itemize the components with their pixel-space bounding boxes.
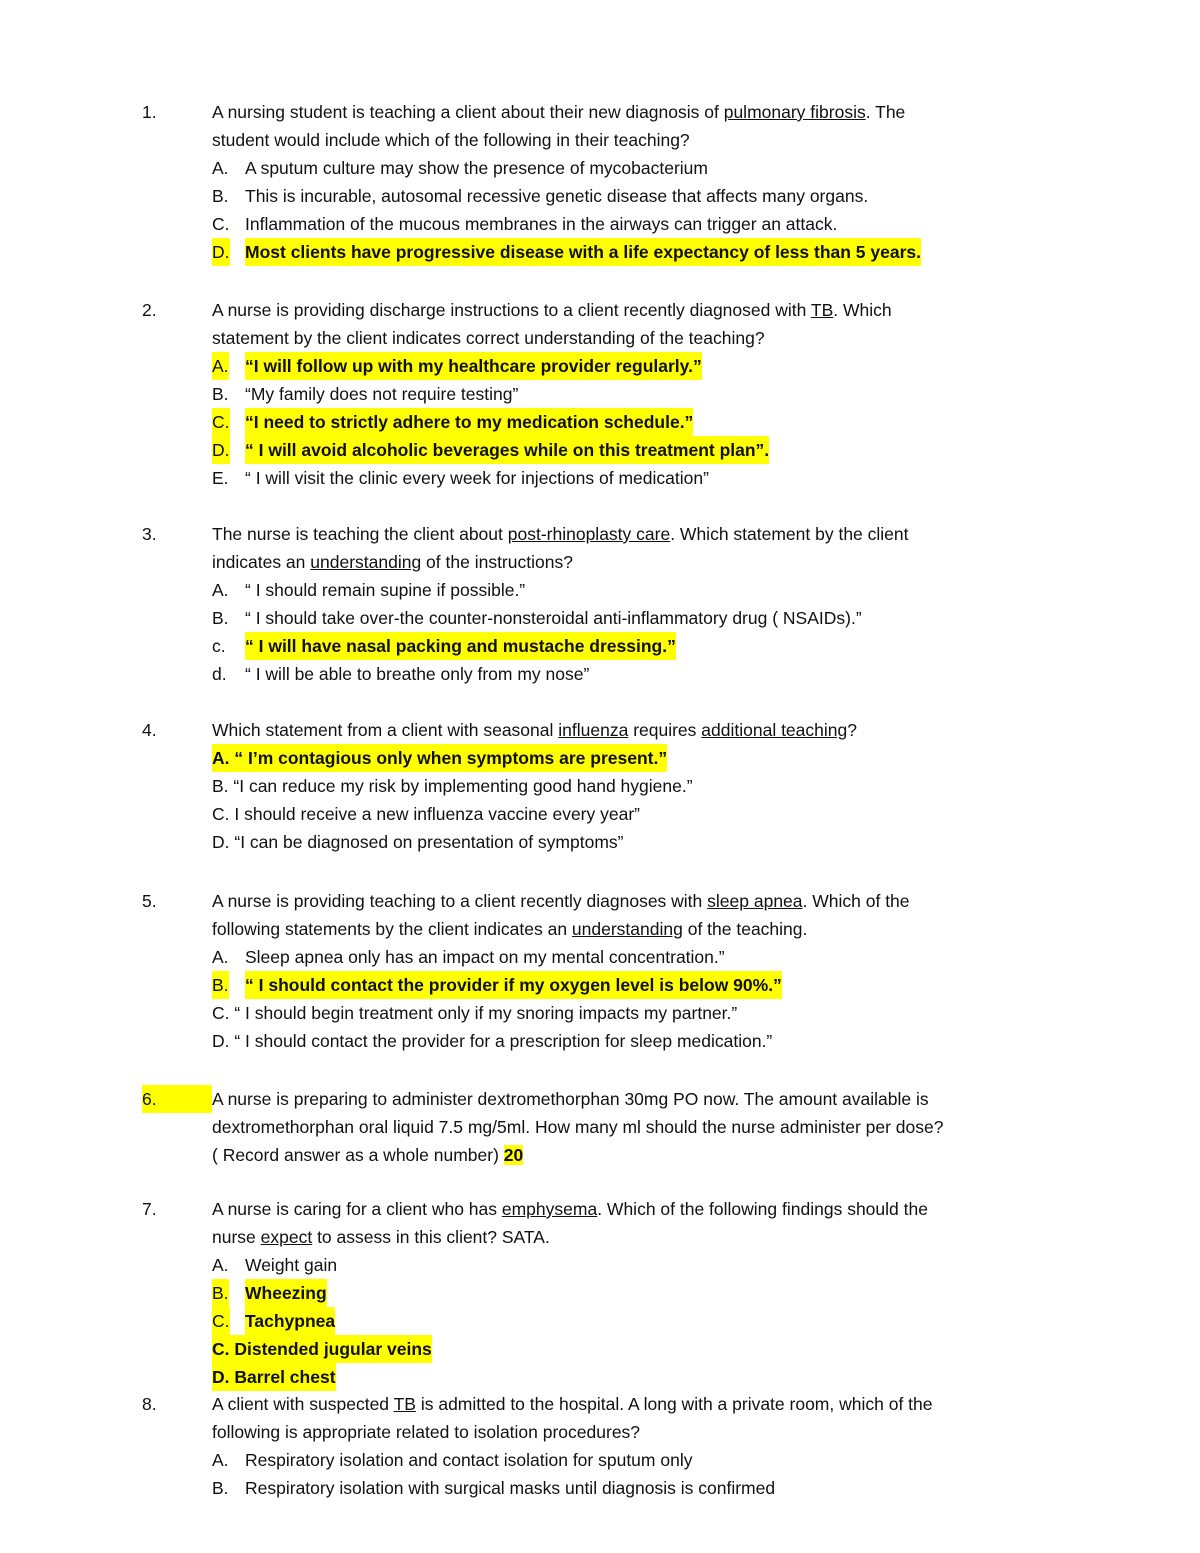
question-4 bbox=[0, 716, 1200, 856]
answer-option: B. “My family does not require testing” bbox=[212, 384, 519, 404]
question-number: 3. bbox=[142, 524, 157, 544]
answer-option-correct: D. Barrel chest bbox=[0, 1363, 1200, 1391]
question-3 bbox=[0, 520, 1200, 688]
question-number: 1. bbox=[142, 102, 157, 122]
question-stem: indicates an understanding of the instructions? bbox=[212, 552, 573, 572]
answer-option: A. Sleep apnea only has an impact on my mental concentration.” bbox=[212, 947, 725, 967]
question-7 bbox=[0, 1195, 1200, 1391]
question-stem: following statements by the client indicates an understanding of the teaching. bbox=[212, 919, 808, 939]
question-stem: student would include which of the following in their teaching? bbox=[212, 130, 690, 150]
question-number: 5. bbox=[142, 891, 157, 911]
question-number: 7. bbox=[142, 1199, 157, 1219]
question-number: 6. bbox=[142, 1085, 212, 1113]
answer-option-correct: D. “ I will avoid alcoholic beverages while on this treatment plan”. bbox=[0, 436, 1200, 464]
answer-option-correct: c. “ I will have nasal packing and mustache dressing.” bbox=[0, 632, 1200, 660]
question-stem: A nurse is providing teaching to a client recently diagnoses with sleep apnea. Which of the bbox=[212, 891, 910, 911]
answer-option: B. Respiratory isolation with surgical masks until diagnosis is confirmed bbox=[212, 1478, 776, 1498]
answer-option: A. A sputum culture may show the presence of mycobacterium bbox=[212, 158, 708, 178]
answer-option-correct: C. Distended jugular veins bbox=[0, 1335, 1200, 1363]
question-stem: A nurse is caring for a client who has emphysema. Which of the following findings should the bbox=[212, 1199, 928, 1219]
answer-option: d. “ I will be able to breathe only from my nose” bbox=[212, 664, 590, 684]
question-1 bbox=[0, 98, 1200, 266]
answer-option-correct: B. Wheezing bbox=[0, 1279, 1200, 1307]
answer-option: A. Respiratory isolation and contact isolation for sputum only bbox=[212, 1450, 693, 1470]
answer-option: C. I should receive a new influenza vaccine every year” bbox=[212, 804, 640, 824]
answer-option: D. “ I should contact the provider for a prescription for sleep medication.” bbox=[212, 1031, 773, 1051]
answer-option: E. “ I will visit the clinic every week for injections of medication” bbox=[212, 468, 709, 488]
answer-option: A. “ I should remain supine if possible.” bbox=[212, 580, 526, 600]
question-number: 8. bbox=[142, 1394, 157, 1414]
question-number: 4. bbox=[142, 720, 157, 740]
answer-option: B. This is incurable, autosomal recessive genetic disease that affects many organs. bbox=[212, 186, 869, 206]
answer-option: B. “ I should take over-the counter-nonsteroidal anti-inflammatory drug ( NSAIDs).” bbox=[212, 608, 862, 628]
question-stem: dextromethorphan oral liquid 7.5 mg/5ml. How many ml should the nurse administer per dose? bbox=[212, 1117, 944, 1137]
answer-option: B. “I can reduce my risk by implementing good hand hygiene.” bbox=[212, 776, 693, 796]
question-stem: following is appropriate related to isolation procedures? bbox=[212, 1422, 641, 1442]
question-number: 2. bbox=[142, 300, 157, 320]
answer-option-correct: C. “I need to strictly adhere to my medication schedule.” bbox=[0, 408, 1200, 436]
question-stem: The nurse is teaching the client about post-rhinoplasty care. Which statement by the client bbox=[212, 524, 909, 544]
answer-option-correct: D. Most clients have progressive disease with a life expectancy of less than 5 years. bbox=[0, 238, 1200, 266]
answer-option: C. “ I should begin treatment only if my snoring impacts my partner.” bbox=[212, 1003, 738, 1023]
question-stem: ( Record answer as a whole number) 20 bbox=[212, 1145, 524, 1165]
question-stem: A nursing student is teaching a client about their new diagnosis of pulmonary fibrosis. The bbox=[212, 102, 906, 122]
answer-option: C. Inflammation of the mucous membranes in the airways can trigger an attack. bbox=[212, 214, 838, 234]
answer-value: 20 bbox=[503, 1145, 524, 1165]
answer-option: A. Weight gain bbox=[212, 1255, 338, 1275]
answer-option-correct: B. “ I should contact the provider if my oxygen level is below 90%.” bbox=[0, 971, 1200, 999]
question-stem: statement by the client indicates correct understanding of the teaching? bbox=[212, 328, 765, 348]
question-stem: nurse expect to assess in this client? SATA. bbox=[212, 1227, 550, 1247]
question-2 bbox=[0, 296, 1200, 492]
answer-option-correct: A. “ I’m contagious only when symptoms are present.” bbox=[0, 744, 1200, 772]
answer-option-correct: C. Tachypnea bbox=[0, 1307, 1200, 1335]
question-stem: A nurse is providing discharge instructions to a client recently diagnosed with TB. Which bbox=[212, 300, 892, 320]
question-8 bbox=[0, 1390, 1200, 1502]
question-5 bbox=[0, 887, 1200, 1055]
question-stem: A nurse is preparing to administer dextromethorphan 30mg PO now. The amount available is bbox=[212, 1089, 929, 1109]
answer-option-correct: A. “I will follow up with my healthcare provider regularly.” bbox=[0, 352, 1200, 380]
question-6 bbox=[0, 1085, 1200, 1169]
question-stem: A client with suspected TB is admitted to the hospital. A long with a private room, which of the bbox=[212, 1394, 933, 1414]
question-stem: Which statement from a client with seasonal influenza requires additional teaching? bbox=[212, 720, 857, 740]
answer-option: D. “I can be diagnosed on presentation of symptoms” bbox=[212, 832, 624, 852]
